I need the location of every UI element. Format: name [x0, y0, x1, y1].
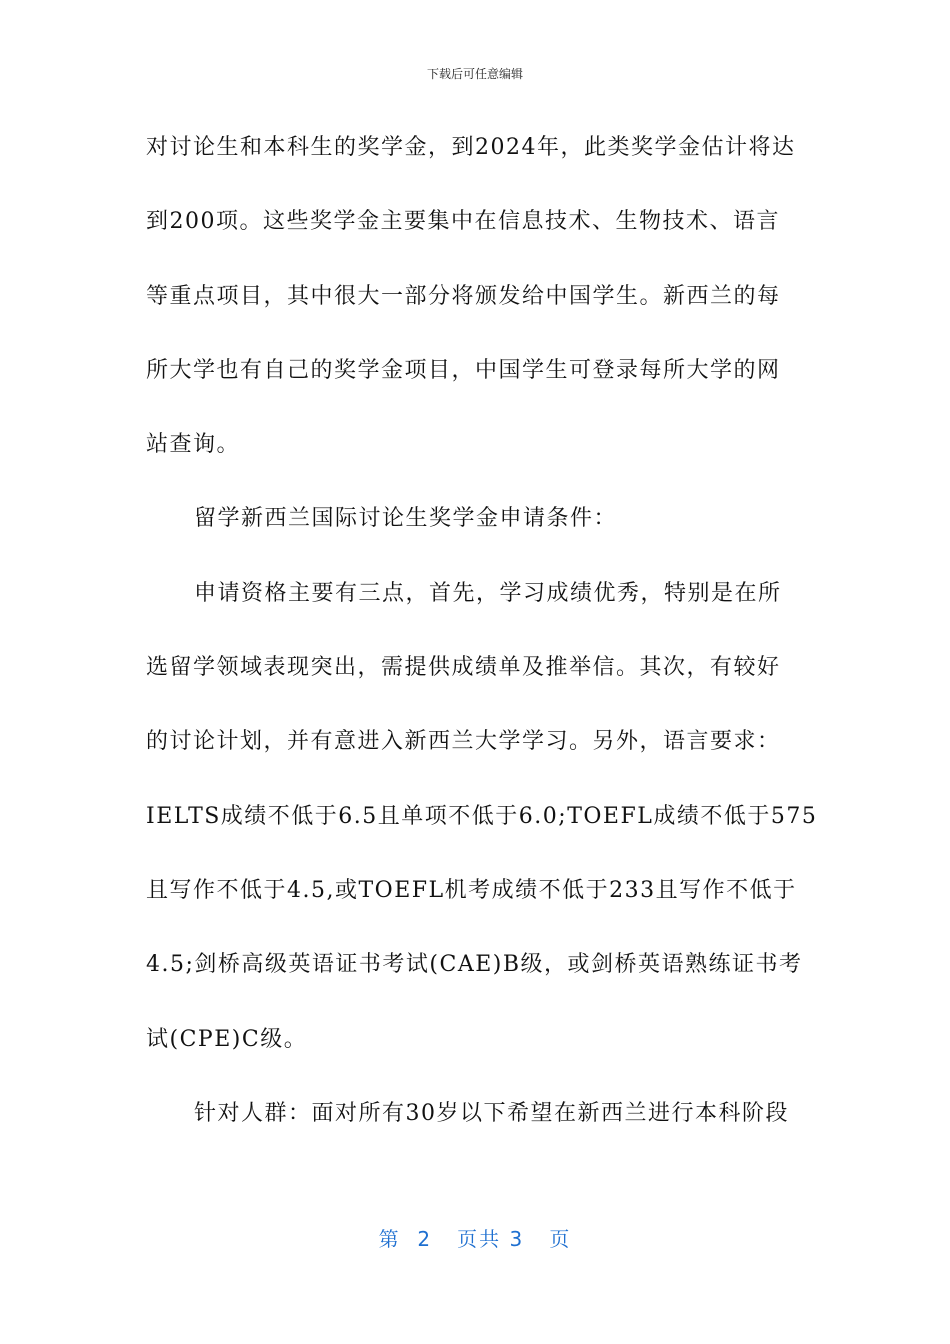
paragraph-application-heading: [146, 482, 806, 556]
paragraph-target-group: [146, 1077, 806, 1151]
footer-suffix: 页: [549, 1227, 572, 1251]
text-line: 到200项。这些奖学金主要集中在信息技术、生物技术、语言: [146, 209, 780, 235]
text-line: 的讨论计划，并有意进入新西兰大学学习。另外，语言要求：: [146, 729, 781, 755]
text-line: 选留学领域表现突出，需提供成绩单及推举信。其次，有较好: [146, 655, 781, 681]
current-page-number: 2: [417, 1227, 433, 1251]
footer-prefix: 第: [378, 1227, 401, 1251]
text-line: 所大学也有自己的奖学金项目，中国学生可登录每所大学的网: [146, 357, 781, 383]
text-line: 留学新西兰国际讨论生奖学金申请条件：: [194, 506, 618, 532]
text-line: IELTS成绩不低于6.5且单项不低于6.0;TOEFL成绩不低于575: [146, 803, 818, 829]
page-header-note: 下载后可任意编辑: [426, 67, 523, 81]
text-line: 站查询。: [146, 432, 241, 458]
text-line: 对讨论生和本科生的奖学金，到2024年，此类奖学金估计将达: [146, 135, 796, 160]
total-page-number: 3: [509, 1227, 525, 1251]
text-line: 且写作不低于4.5,或TOEFL机考成绩不低于233且写作不低于: [146, 877, 797, 903]
text-line: 针对人群：面对所有30岁以下希望在新西兰进行本科阶段: [194, 1100, 789, 1126]
text-line: 4.5;剑桥高级英语证书考试(CAE)B级，或剑桥英语熟练证书考: [146, 952, 803, 978]
footer-middle: 页共: [457, 1227, 502, 1251]
text-line: 等重点项目，其中很大一部分将颁发给中国学生。新西兰的每: [146, 283, 781, 309]
text-line: 试(CPE)C级。: [146, 1026, 308, 1052]
text-line: 申请资格主要有三点，首先，学习成绩优秀，特别是在所: [194, 580, 782, 606]
document-body: [146, 111, 818, 1151]
page-number-footer: [0, 1226, 950, 1252]
paragraph-eligibility: [146, 557, 818, 1077]
paragraph-scholarship-overview: [146, 111, 806, 482]
